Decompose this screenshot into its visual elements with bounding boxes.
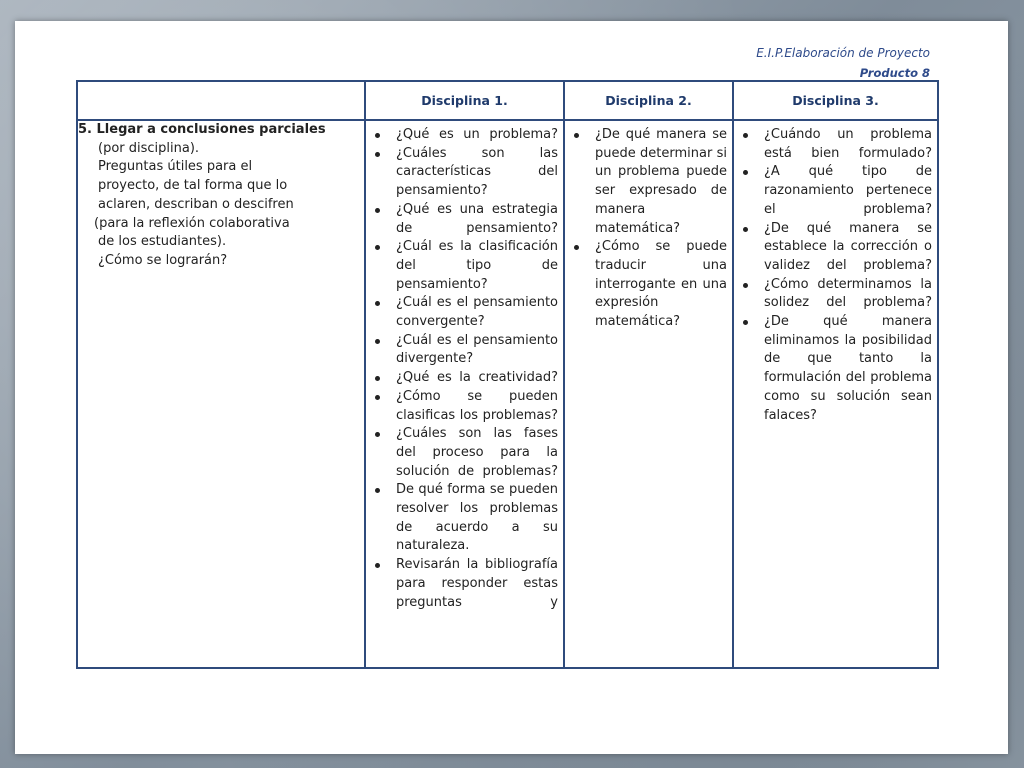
step-line: proyecto, de tal forma que lo (98, 178, 288, 194)
list-item: ¿Cuál es la clasificación del tipo de pensamiento? (372, 238, 558, 294)
step-line: Preguntas útiles para el (98, 159, 253, 175)
list-item: ¿De qué manera se establece la corrección o validez del problema? (740, 220, 932, 276)
table-row (77, 120, 938, 668)
list-item: ¿Cuáles son las características del pensamiento? (372, 145, 558, 201)
list-item: ¿Qué es un problema? (372, 126, 558, 145)
header-product-label: Producto 8 (859, 66, 930, 80)
disciplina-3-cell (733, 120, 938, 668)
list-item: ¿Cuáles son las fases del proceso para la solución de problemas? (372, 425, 558, 481)
list-item: ¿De qué manera eliminamos la posibilidad de que tanto la formulación del problema como su solución sean falaces? (740, 313, 932, 425)
list-item: ¿Qué es la creatividad? (372, 369, 558, 388)
column-header-disciplina-2: Disciplina 2. (564, 81, 733, 120)
list-item: De qué forma se pueden resolver los problemas de acuerdo a su naturaleza. (372, 481, 558, 556)
step-line: de los estudiantes). (98, 234, 227, 250)
step-line: aclaren, describan o descifren (98, 196, 294, 212)
list-item: ¿Cómo se puede traducir una interrogante en una expresión matemática? (571, 238, 727, 332)
disciplina-1-cell (365, 120, 564, 668)
list-item: ¿Cómo determinamos la solidez del problema? (740, 276, 932, 313)
list-item: Revisarán la bibliografía para responder estas preguntas y (372, 556, 558, 612)
list-item: ¿Cuál es el pensamiento divergente? (372, 332, 558, 369)
list-item: ¿A qué tipo de razonamiento pertenece el problema? (740, 163, 932, 219)
header-project-title: E.I.P.Elaboración de Proyecto (756, 46, 930, 60)
step-line: (para la reflexión colaborativa (94, 215, 290, 231)
table-header-row (77, 81, 938, 120)
questions-table (76, 80, 939, 669)
list-item: ¿Cuándo un problema está bien formulado? (740, 126, 932, 163)
disciplina-1-question-list (366, 121, 563, 612)
column-header-empty (77, 81, 365, 120)
step-line: (por disciplina). (98, 140, 200, 156)
list-item: ¿Qué es una estrategia de pensamiento? (372, 201, 558, 238)
document-page (15, 21, 1008, 754)
list-item: ¿Cómo se pueden clasificas los problemas? (372, 388, 558, 425)
disciplina-2-cell (564, 120, 733, 668)
step-heading: 5. Llegar a conclusiones parciales (78, 122, 326, 137)
list-item: ¿Cuál es el pensamiento convergente? (372, 294, 558, 331)
column-header-disciplina-1: Disciplina 1. (365, 81, 564, 120)
step-description-cell (77, 120, 365, 668)
step-line: ¿Cómo se lograrán? (98, 252, 228, 268)
disciplina-2-question-list (565, 121, 732, 332)
list-item: ¿De qué manera se puede determinar si un problema puede ser expresado de manera matemática? (571, 126, 727, 238)
disciplina-3-question-list (734, 121, 937, 425)
column-header-disciplina-3: Disciplina 3. (733, 81, 938, 120)
